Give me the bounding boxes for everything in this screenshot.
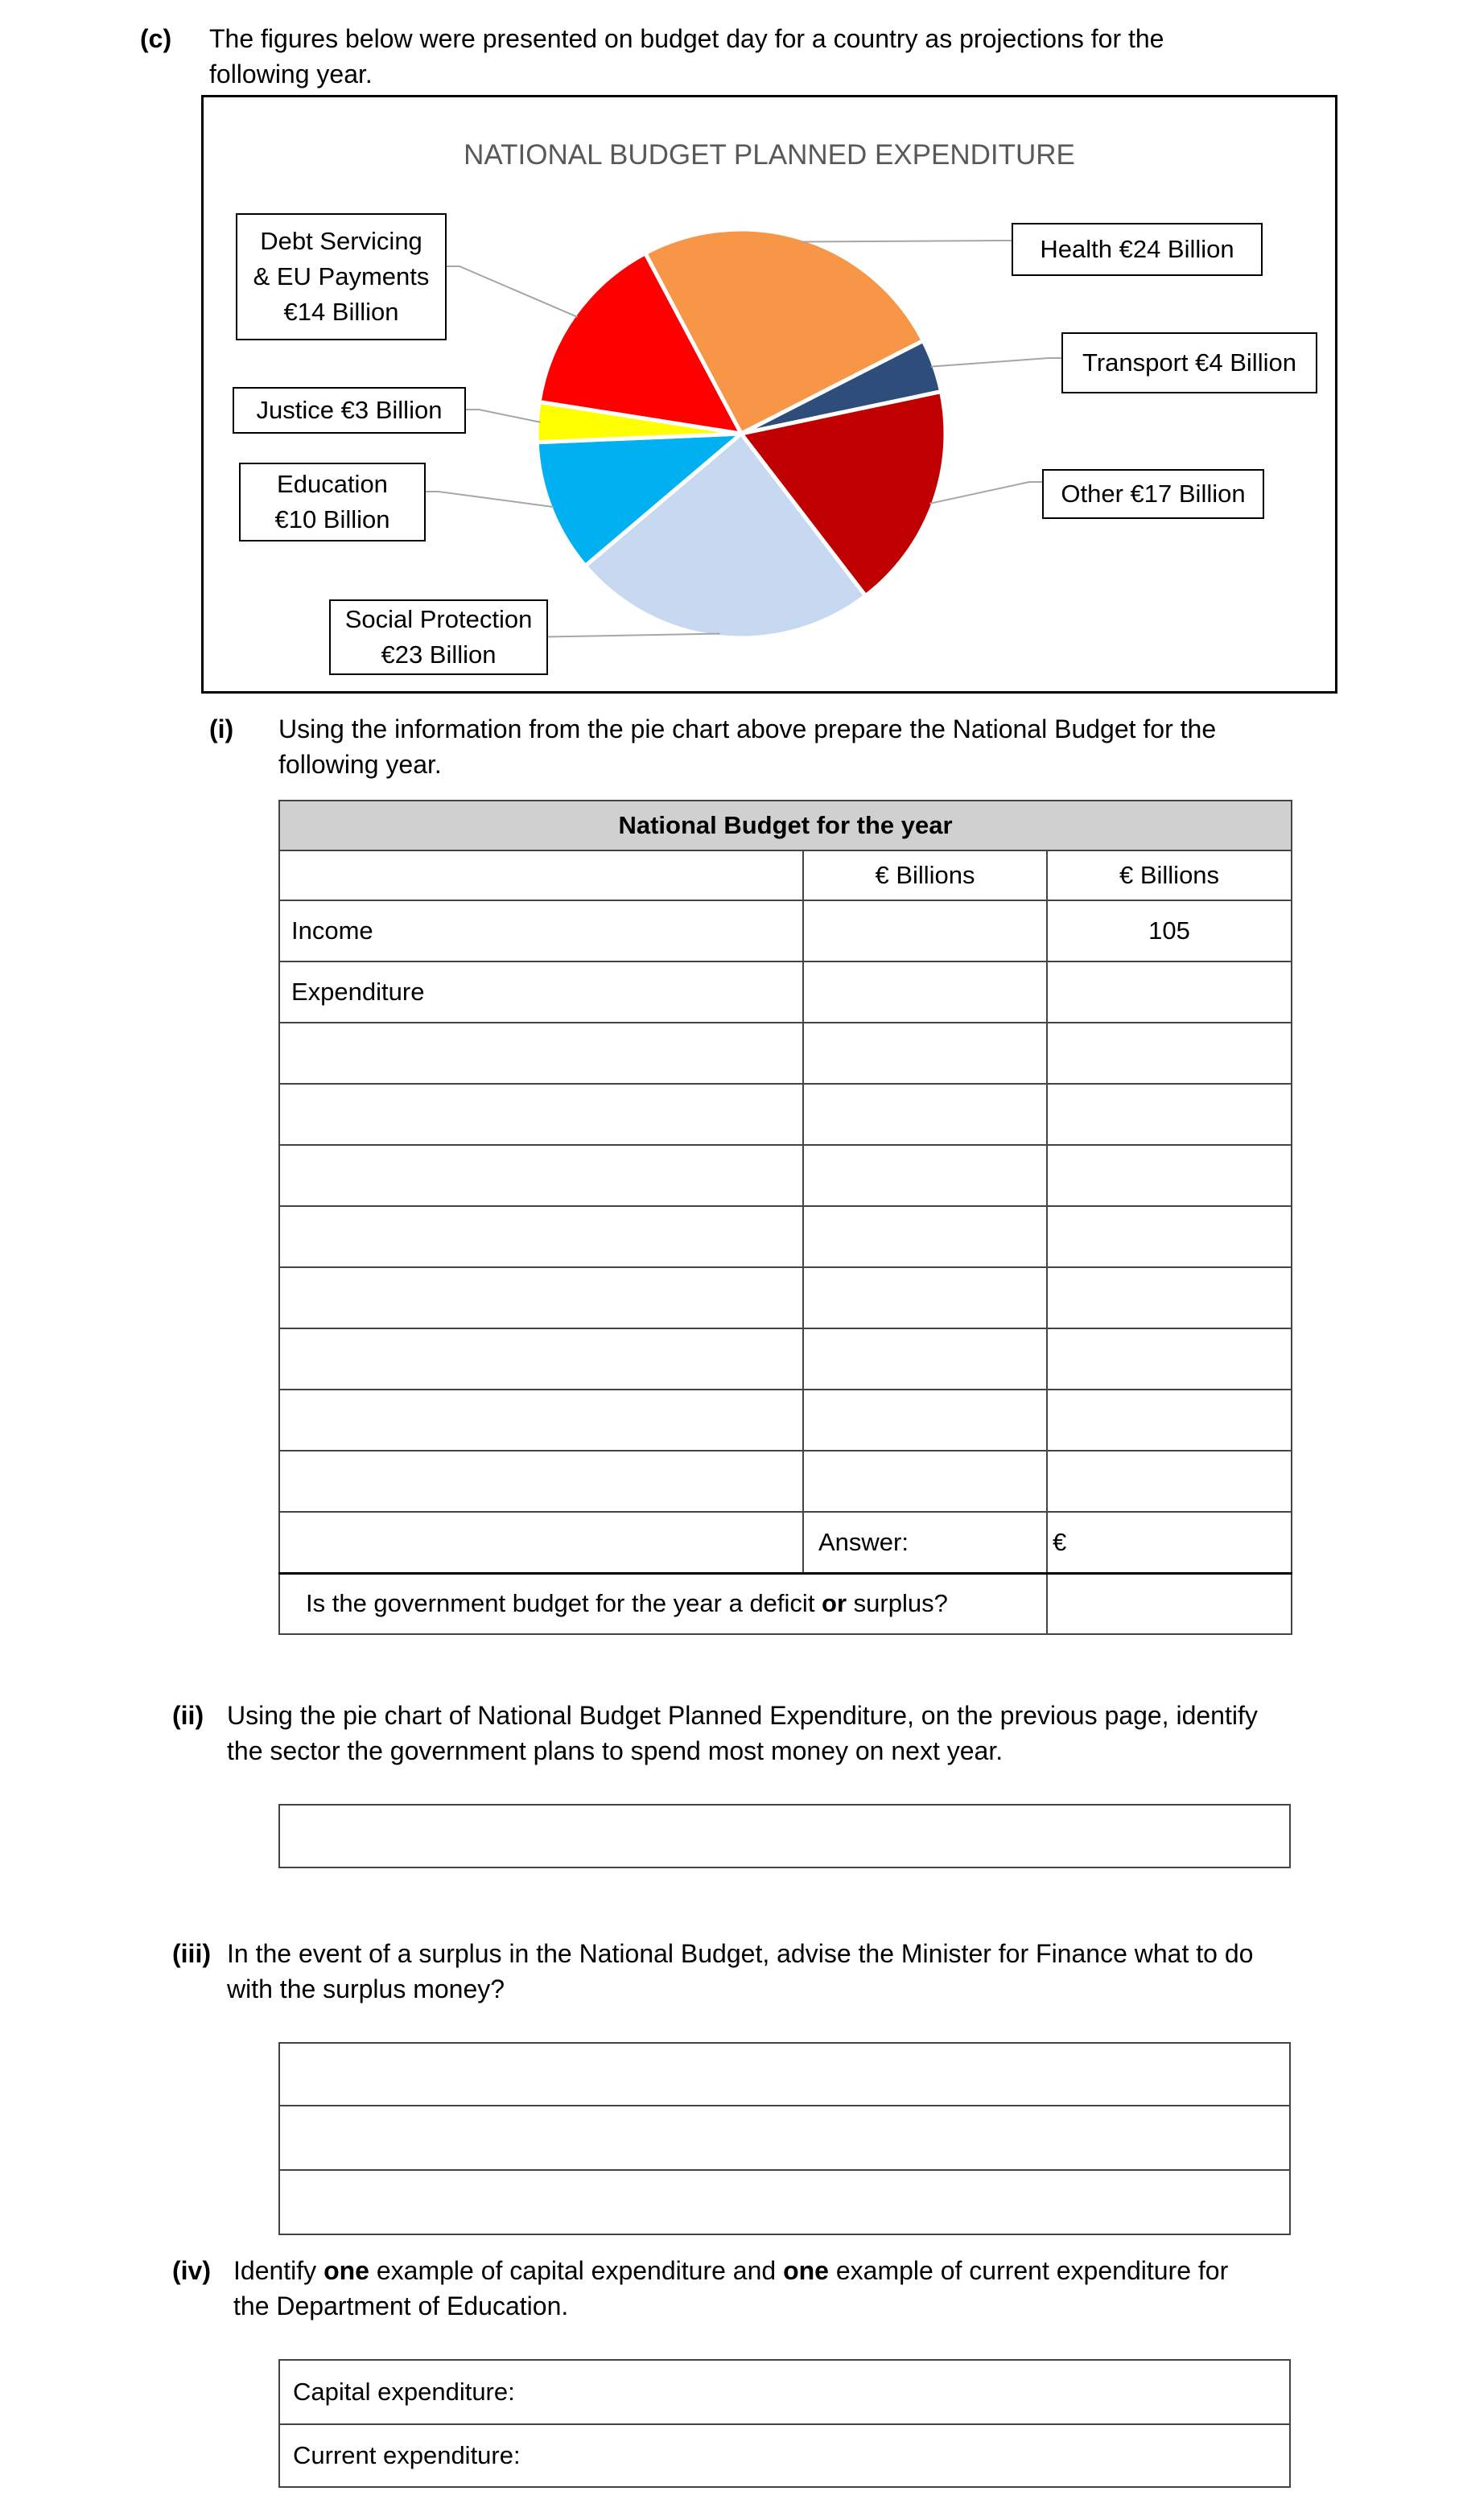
blank-row [279,1390,1292,1451]
blank-row [279,1267,1292,1328]
blank-cell[interactable] [1047,1206,1292,1267]
part-iii-answer-line-2[interactable] [278,2105,1291,2171]
blank-cell[interactable] [803,1145,1047,1206]
pie-chart-frame [201,95,1337,694]
blank-row [279,1084,1292,1145]
part-iv-text-line2: the Department of Education. [233,2291,569,2320]
blank-cell[interactable] [279,1390,803,1451]
part-iii-text-line2: with the surplus money? [227,1974,505,2003]
part-ii-answer-box[interactable] [278,1804,1291,1868]
part-i-text-line2: following year. [278,750,442,779]
leader-line [447,266,577,317]
budget-table-title: National Budget for the year [279,801,1292,850]
units-blank-cell[interactable] [279,850,803,900]
callout-health: Health €24 Billion [1012,223,1263,276]
callout-debt-servicing: Debt Servicing & EU Payments €14 Billion [236,213,447,340]
blank-cell[interactable] [1047,1023,1292,1084]
callout-transport: Transport €4 Billion [1061,332,1317,393]
budget-table [278,800,1292,1635]
callout-justice: Justice €3 Billion [233,387,466,434]
blank-row [279,1206,1292,1267]
part-ii-label: (ii) [172,1701,204,1730]
blank-cell[interactable] [279,1267,803,1328]
deficit-surplus-answer[interactable] [1047,1573,1292,1634]
leader-line [929,482,1042,504]
blank-cell[interactable] [279,1206,803,1267]
blank-cell[interactable] [803,1084,1047,1145]
blank-cell[interactable] [803,1206,1047,1267]
blank-cell[interactable] [803,1328,1047,1390]
current-expenditure-label: Current expenditure: [293,2441,521,2469]
income-value: 105 [1047,900,1292,961]
blank-cell[interactable] [803,1390,1047,1451]
blank-cell[interactable] [279,1084,803,1145]
blank-cell[interactable] [279,1023,803,1084]
callout-education: Education €10 Billion [239,463,426,541]
blank-cell[interactable] [279,1328,803,1390]
part-iv-label: (iv) [172,2256,211,2285]
col3-header: € Billions [1047,850,1292,900]
blank-row [279,1145,1292,1206]
blank-cell[interactable] [803,1267,1047,1328]
capital-expenditure-field[interactable] [278,2359,1291,2425]
blank-cell[interactable] [1047,1390,1292,1451]
income-col2-cell[interactable] [803,900,1047,961]
blank-cell[interactable] [1047,1145,1292,1206]
leader-line [931,358,1061,367]
part-i-text-line1: Using the information from the pie chart above prepare the National Budget for the [278,714,1217,743]
blank-row [279,1023,1292,1084]
part-ii-text-line1: Using the pie chart of National Budget Planned Expenditure, on the previous page, identify [227,1701,1258,1730]
part-iii-text-line1: In the event of a surplus in the National Budget, advise the Minister for Finance what to do [227,1939,1254,1968]
income-label: Income [279,900,803,961]
part-iv-text-line1: Identify one example of capital expenditure and one example of current expenditure for [233,2256,1229,2285]
blank-row [279,1451,1292,1512]
question-text-line2: following year. [209,60,373,89]
blank-cell[interactable] [1047,1267,1292,1328]
leader-line [426,492,554,507]
chart-title: NATIONAL BUDGET PLANNED EXPENDITURE [464,139,1075,171]
expenditure-col2-cell[interactable] [803,961,1047,1023]
expenditure-col3-cell[interactable] [1047,961,1292,1023]
question-text-line1: The figures below were presented on budget day for a country as projections for the [209,24,1164,53]
answer-currency[interactable]: € [1047,1512,1292,1573]
blank-cell[interactable] [1047,1084,1292,1145]
callout-other: Other €17 Billion [1042,469,1264,519]
blank-cell[interactable] [1047,1328,1292,1390]
leader-line [466,410,540,422]
leader-line [802,241,1012,242]
callout-social-protection: Social Protection €23 Billion [329,599,548,675]
blank-cell[interactable] [279,1145,803,1206]
blank-cell[interactable] [279,1451,803,1512]
part-iii-answer-line-1[interactable] [278,2042,1291,2106]
part-iii-label: (iii) [172,1939,211,1968]
blank-cell[interactable] [1047,1451,1292,1512]
blank-row [279,1328,1292,1390]
blank-cell[interactable] [803,1023,1047,1084]
part-i-label: (i) [209,714,234,743]
question-label: (c) [140,24,172,53]
blank-cell[interactable] [803,1451,1047,1512]
answer-blank-cell[interactable] [279,1512,803,1573]
expenditure-label: Expenditure [279,961,803,1023]
part-iii-answer-line-3[interactable] [278,2169,1291,2235]
current-expenditure-field[interactable] [278,2423,1291,2488]
col2-header: € Billions [803,850,1047,900]
part-ii-text-line2: the sector the government plans to spend most money on next year. [227,1736,1003,1765]
capital-expenditure-label: Capital expenditure: [293,2378,515,2406]
answer-label: Answer: [803,1512,1047,1573]
deficit-surplus-question: Is the government budget for the year a deficit or surplus? [279,1573,1047,1634]
